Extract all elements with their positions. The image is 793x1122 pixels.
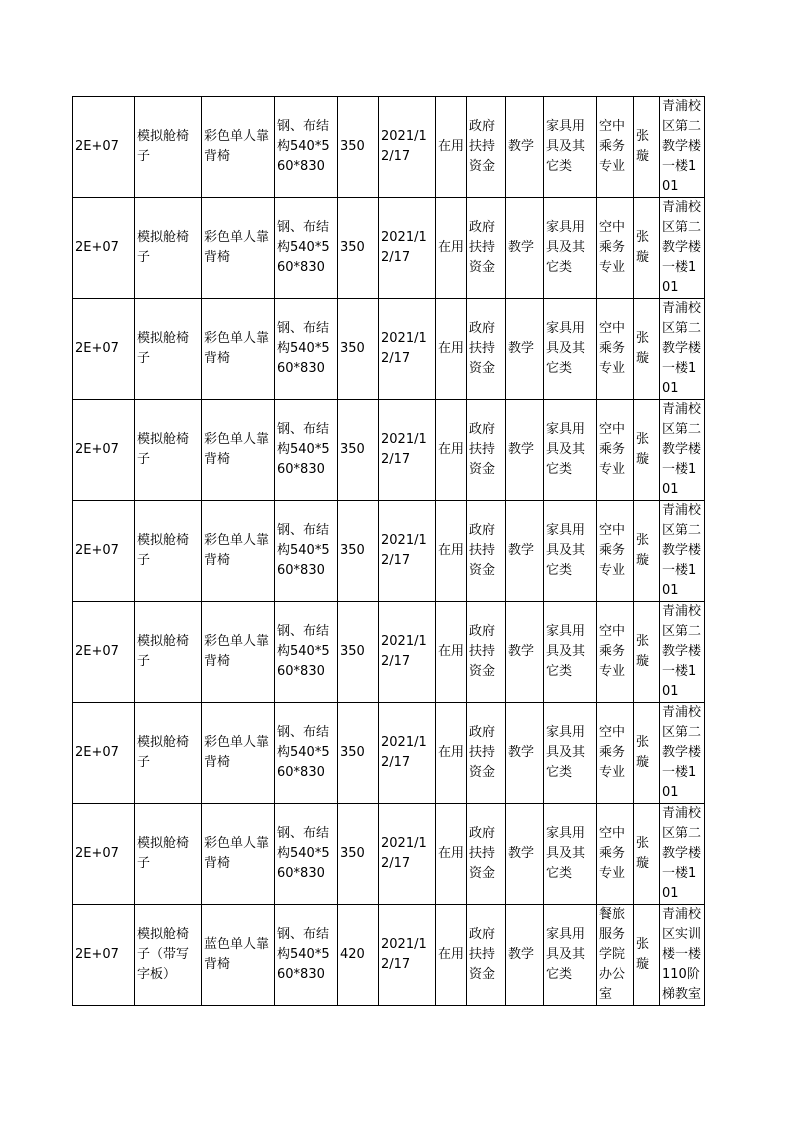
category-cell: 家具用具及其它类 xyxy=(544,703,597,804)
price-cell: 350 xyxy=(338,602,379,703)
department-cell: 空中乘务专业 xyxy=(597,299,634,400)
department-cell: 空中乘务专业 xyxy=(597,501,634,602)
department-cell: 空中乘务专业 xyxy=(597,703,634,804)
code-cell: 2E+07 xyxy=(73,299,135,400)
date-cell: 2021/12/17 xyxy=(379,299,436,400)
funding-cell: 政府扶持资金 xyxy=(467,299,506,400)
name-cell: 模拟舱椅子 xyxy=(135,400,202,501)
location-cell: 青浦校区第二教学楼一楼101 xyxy=(660,299,705,400)
status-cell: 在用 xyxy=(436,299,467,400)
location-cell: 青浦校区第二教学楼一楼101 xyxy=(660,501,705,602)
usage-cell: 教学 xyxy=(506,804,544,905)
date-cell: 2021/12/17 xyxy=(379,501,436,602)
code-cell: 2E+07 xyxy=(73,905,135,1006)
date-cell: 2021/12/17 xyxy=(379,905,436,1006)
keeper-cell: 张璇 xyxy=(634,602,660,703)
keeper-cell: 张璇 xyxy=(634,804,660,905)
keeper-cell: 张璇 xyxy=(634,501,660,602)
usage-cell: 教学 xyxy=(506,97,544,198)
table-row xyxy=(73,905,705,1006)
price-cell: 350 xyxy=(338,299,379,400)
status-cell: 在用 xyxy=(436,602,467,703)
name-cell: 模拟舱椅子 xyxy=(135,804,202,905)
model-cell: 彩色单人靠背椅 xyxy=(202,501,275,602)
usage-cell: 教学 xyxy=(506,198,544,299)
category-cell: 家具用具及其它类 xyxy=(544,905,597,1006)
table-row xyxy=(73,400,705,501)
keeper-cell: 张璇 xyxy=(634,400,660,501)
price-cell: 350 xyxy=(338,703,379,804)
price-cell: 350 xyxy=(338,400,379,501)
date-cell: 2021/12/17 xyxy=(379,804,436,905)
model-cell: 彩色单人靠背椅 xyxy=(202,703,275,804)
location-cell: 青浦校区第二教学楼一楼101 xyxy=(660,400,705,501)
table-row xyxy=(73,804,705,905)
model-cell: 彩色单人靠背椅 xyxy=(202,804,275,905)
status-cell: 在用 xyxy=(436,804,467,905)
category-cell: 家具用具及其它类 xyxy=(544,400,597,501)
status-cell: 在用 xyxy=(436,703,467,804)
usage-cell: 教学 xyxy=(506,501,544,602)
name-cell: 模拟舱椅子 xyxy=(135,602,202,703)
spec-cell: 钢、布结构540*560*830 xyxy=(275,804,338,905)
keeper-cell: 张璇 xyxy=(634,299,660,400)
table-row xyxy=(73,501,705,602)
funding-cell: 政府扶持资金 xyxy=(467,198,506,299)
model-cell: 彩色单人靠背椅 xyxy=(202,400,275,501)
category-cell: 家具用具及其它类 xyxy=(544,804,597,905)
price-cell: 350 xyxy=(338,501,379,602)
location-cell: 青浦校区第二教学楼一楼101 xyxy=(660,198,705,299)
code-cell: 2E+07 xyxy=(73,602,135,703)
department-cell: 餐旅服务学院办公室 xyxy=(597,905,634,1006)
table-row xyxy=(73,299,705,400)
date-cell: 2021/12/17 xyxy=(379,400,436,501)
table-row xyxy=(73,703,705,804)
date-cell: 2021/12/17 xyxy=(379,602,436,703)
model-cell: 彩色单人靠背椅 xyxy=(202,602,275,703)
spec-cell: 钢、布结构540*560*830 xyxy=(275,97,338,198)
usage-cell: 教学 xyxy=(506,602,544,703)
spec-cell: 钢、布结构540*560*830 xyxy=(275,501,338,602)
department-cell: 空中乘务专业 xyxy=(597,804,634,905)
location-cell: 青浦校区实训楼一楼110阶梯教室 xyxy=(660,905,705,1006)
location-cell: 青浦校区第二教学楼一楼101 xyxy=(660,97,705,198)
keeper-cell: 张璇 xyxy=(634,97,660,198)
date-cell: 2021/12/17 xyxy=(379,703,436,804)
model-cell: 彩色单人靠背椅 xyxy=(202,299,275,400)
status-cell: 在用 xyxy=(436,501,467,602)
price-cell: 350 xyxy=(338,198,379,299)
category-cell: 家具用具及其它类 xyxy=(544,198,597,299)
status-cell: 在用 xyxy=(436,97,467,198)
department-cell: 空中乘务专业 xyxy=(597,400,634,501)
location-cell: 青浦校区第二教学楼一楼101 xyxy=(660,602,705,703)
usage-cell: 教学 xyxy=(506,400,544,501)
funding-cell: 政府扶持资金 xyxy=(467,703,506,804)
usage-cell: 教学 xyxy=(506,299,544,400)
spec-cell: 钢、布结构540*560*830 xyxy=(275,400,338,501)
keeper-cell: 张璇 xyxy=(634,703,660,804)
code-cell: 2E+07 xyxy=(73,501,135,602)
table-row xyxy=(73,198,705,299)
spec-cell: 钢、布结构540*560*830 xyxy=(275,703,338,804)
keeper-cell: 张璇 xyxy=(634,905,660,1006)
name-cell: 模拟舱椅子 xyxy=(135,501,202,602)
price-cell: 350 xyxy=(338,804,379,905)
code-cell: 2E+07 xyxy=(73,400,135,501)
table-row xyxy=(73,602,705,703)
spec-cell: 钢、布结构540*560*830 xyxy=(275,299,338,400)
spec-cell: 钢、布结构540*560*830 xyxy=(275,602,338,703)
usage-cell: 教学 xyxy=(506,703,544,804)
price-cell: 420 xyxy=(338,905,379,1006)
funding-cell: 政府扶持资金 xyxy=(467,905,506,1006)
model-cell: 彩色单人靠背椅 xyxy=(202,97,275,198)
spec-cell: 钢、布结构540*560*830 xyxy=(275,198,338,299)
category-cell: 家具用具及其它类 xyxy=(544,299,597,400)
status-cell: 在用 xyxy=(436,198,467,299)
code-cell: 2E+07 xyxy=(73,97,135,198)
usage-cell: 教学 xyxy=(506,905,544,1006)
funding-cell: 政府扶持资金 xyxy=(467,602,506,703)
funding-cell: 政府扶持资金 xyxy=(467,400,506,501)
date-cell: 2021/12/17 xyxy=(379,97,436,198)
funding-cell: 政府扶持资金 xyxy=(467,97,506,198)
model-cell: 蓝色单人靠背椅 xyxy=(202,905,275,1006)
department-cell: 空中乘务专业 xyxy=(597,198,634,299)
location-cell: 青浦校区第二教学楼一楼101 xyxy=(660,703,705,804)
name-cell: 模拟舱椅子 xyxy=(135,299,202,400)
funding-cell: 政府扶持资金 xyxy=(467,501,506,602)
code-cell: 2E+07 xyxy=(73,198,135,299)
funding-cell: 政府扶持资金 xyxy=(467,804,506,905)
category-cell: 家具用具及其它类 xyxy=(544,602,597,703)
location-cell: 青浦校区第二教学楼一楼101 xyxy=(660,804,705,905)
category-cell: 家具用具及其它类 xyxy=(544,97,597,198)
code-cell: 2E+07 xyxy=(73,703,135,804)
asset-table xyxy=(72,96,705,1006)
price-cell: 350 xyxy=(338,97,379,198)
status-cell: 在用 xyxy=(436,400,467,501)
keeper-cell: 张璇 xyxy=(634,198,660,299)
name-cell: 模拟舱椅子 xyxy=(135,97,202,198)
name-cell: 模拟舱椅子 xyxy=(135,198,202,299)
category-cell: 家具用具及其它类 xyxy=(544,501,597,602)
table-body xyxy=(73,97,705,1006)
department-cell: 空中乘务专业 xyxy=(597,97,634,198)
status-cell: 在用 xyxy=(436,905,467,1006)
department-cell: 空中乘务专业 xyxy=(597,602,634,703)
table-row xyxy=(73,97,705,198)
name-cell: 模拟舱椅子（带写字板） xyxy=(135,905,202,1006)
code-cell: 2E+07 xyxy=(73,804,135,905)
model-cell: 彩色单人靠背椅 xyxy=(202,198,275,299)
spec-cell: 钢、布结构540*560*830 xyxy=(275,905,338,1006)
name-cell: 模拟舱椅子 xyxy=(135,703,202,804)
date-cell: 2021/12/17 xyxy=(379,198,436,299)
